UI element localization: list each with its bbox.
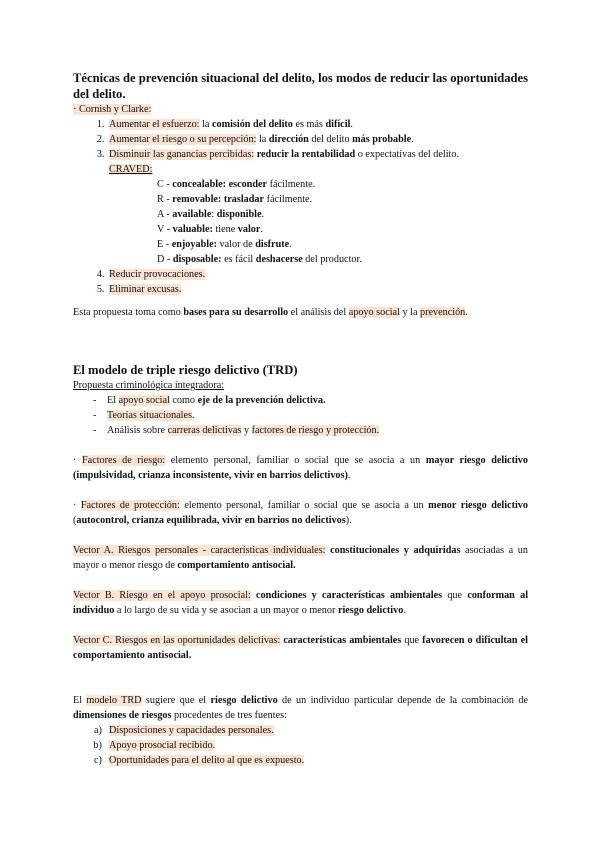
list-item: - Teorías situacionales.: [93, 408, 528, 423]
trd-subtitle: Propuesta criminológica integradora:: [73, 380, 225, 391]
vector-a-paragraph: Vector A. Riesgos personales - características individuales: constitucionales y adquiridas asociadas a un mayor o menor riesgo de comportamiento antisocial.: [73, 545, 528, 571]
list-item: 3. Disminuir las ganancias percibidas: reducir la rentabilidad o expectativas del delito. CRAVED: C - concealable: esconder fácilmente. R - removable: trasladar fácilmente. A - available: disponible. V - valuable: tiene valor. E - enjoyable: valor de disfrute. D - disposable: es fácil deshacerse del productor.: [107, 147, 528, 267]
trd-model-paragraph: El modelo TRD sugiere que el riesgo delictivo de un individuo particular depende de la combinación de dimensiones de riesgos procedentes de tres fuentes:: [73, 695, 529, 721]
craved-row: A - available: disponible.: [157, 209, 265, 220]
craved-row: R - removable: trasladar fácilmente.: [157, 194, 313, 205]
risk-sources-list: [73, 723, 528, 768]
protection-factors-paragraph: · Factores de protección: elemento personal, familiar o social que se asocia a un menor riesgo delictivo (autocontrol, crianza equilibrada, vivir en barrios no delictivos).: [73, 500, 528, 526]
list-item: 4. Reducir provocaciones.: [107, 267, 528, 282]
craved-row: V - valuable: tiene valor.: [157, 224, 263, 235]
risk-factors-paragraph: · Factores de riesgo: elemento personal, familiar o social que se asocia a un mayor riesgo delictivo (impulsividad, crianza inconsistente, vivir en barrios delictivos).: [73, 455, 528, 481]
craved-block: [109, 177, 528, 267]
vector-c-paragraph: Vector C. Riesgos en las oportunidades delictivas: características ambientales que favorecen o dificultan el comportamiento antisocial.: [73, 635, 529, 661]
craved-label: CRAVED:: [109, 164, 153, 175]
craved-row: D - disposable: es fácil deshacerse del productor.: [157, 254, 362, 265]
list-item: 1. Aumentar el esfuerzo: la comisión del delito es más difícil.: [107, 117, 528, 132]
list-item: - El apoyo social como eje de la prevención delictiva.: [93, 393, 528, 408]
list-item: 5. Eliminar excusas.: [107, 282, 528, 297]
vector-b-paragraph: Vector B. Riesgo en el apoyo prosocial: condiciones y características ambientales que conforman al individuo a lo largo de su vida y se asocian a un mayor o menor riesgo delictivo.: [73, 590, 529, 616]
craved-row: E - enjoyable: valor de disfrute.: [157, 239, 292, 250]
section-title-prevention: Técnicas de prevención situacional del delito, los modos de reducir las oportunidades del delito.: [73, 71, 528, 101]
trd-bullets: [73, 393, 528, 438]
document-page: [73, 70, 528, 768]
techniques-list: [73, 117, 528, 297]
list-item: c. Oportunidades para el delito al que es expuesto.: [107, 753, 528, 768]
section-title-trd: El modelo de triple riesgo delictivo (TRD): [73, 363, 298, 377]
list-item: 2. Aumentar el riesgo o su percepción: la dirección del delito más probable.: [107, 132, 528, 147]
list-item: b. Apoyo prosocial recibido.: [107, 738, 528, 753]
closing-paragraph: Esta propuesta toma como bases para su desarrollo el análisis del apoyo social y la prevención.: [73, 307, 468, 318]
craved-row: C - concealable: esconder fácilmente.: [157, 179, 316, 190]
authors-line: [73, 102, 528, 117]
list-item: - Análisis sobre carreras delictivas y factores de riesgo y protección.: [93, 423, 528, 438]
list-item: a. Disposiciones y capacidades personales.: [107, 723, 528, 738]
authors-label: · Cornish y Clarke:: [73, 104, 152, 115]
